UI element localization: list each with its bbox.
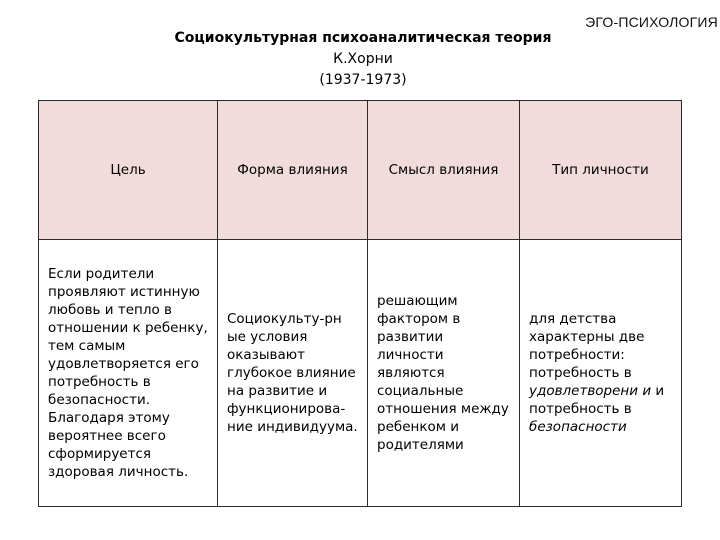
header-meaning: Смысл влияния <box>368 101 520 240</box>
header-personality-type: Тип личности <box>520 101 682 240</box>
cell-type-text-2: и потребность в <box>529 383 665 417</box>
table-row <box>39 240 682 507</box>
cell-personality-type <box>520 240 682 507</box>
brand-label: ЭГО-ПСИХОЛОГИЯ <box>585 14 718 30</box>
cell-form: Социокульту-рн ые условия оказывают глубокое влияние на развитие и функционирова-ние индивидуума. <box>218 240 368 507</box>
cell-type-italic-2: безопасности <box>529 419 627 435</box>
header-goal: Цель <box>39 101 218 240</box>
author-name: К.Хорни <box>333 51 393 67</box>
cell-goal: Если родители проявляют истинную любовь и тепло в отношении к ребенку, тем самым удовлетворяется его потребность в безопасности. Благодаря этому вероятнее всего сформируется здоровая личность. <box>39 240 218 507</box>
table-header-row <box>39 101 682 240</box>
cell-type-text-1: для детства характерны две потребности: потребность в <box>529 311 645 381</box>
page-title: Социокультурная психоаналитическая теория <box>174 30 552 46</box>
title-block <box>150 28 576 91</box>
theory-table <box>38 100 682 507</box>
header-form: Форма влияния <box>218 101 368 240</box>
years-range: (1937-1973) <box>319 72 407 88</box>
cell-meaning: решающим фактором в развитии личности являются социальные отношения между ребенком и родителями <box>368 240 520 507</box>
cell-type-italic-1: удовлетворени и <box>529 383 652 399</box>
